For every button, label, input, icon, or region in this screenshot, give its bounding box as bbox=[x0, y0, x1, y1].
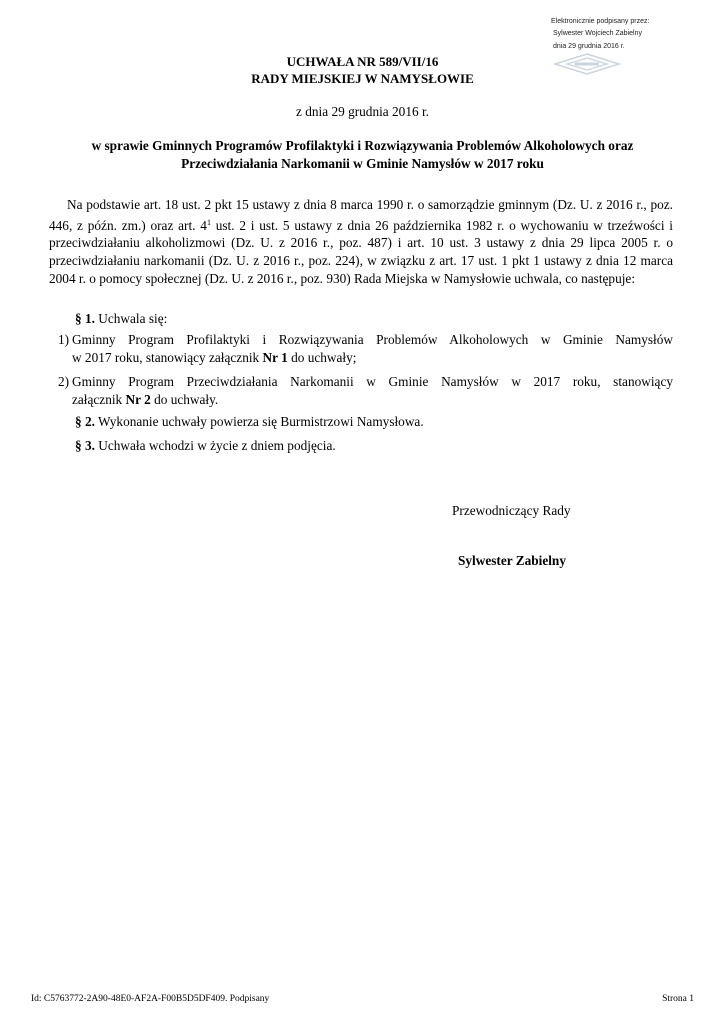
list-item-2-line-2a: załącznik bbox=[72, 391, 126, 407]
signature-line-2: Sylwester Wojciech Zabielny bbox=[553, 30, 642, 38]
subject-line-1: w sprawie Gminnych Programów Profilaktyki i Rozwiązywania Problemów Alkoholowych oraz bbox=[91, 138, 634, 153]
document-id: Id: C5763772-2A90-48E0-AF2A-F00B5D5DF409. Podpisany bbox=[31, 994, 270, 1004]
signature-line-3: dnia 29 grudnia 2016 r. bbox=[553, 42, 625, 50]
list-item-2-line-1: Gminny Program Przeciwdziałania Narkomanii w Gminie Namysłów w 2017 roku, stanowiący bbox=[72, 374, 673, 389]
section-2-label: § 2. bbox=[75, 414, 95, 429]
preamble-paragraph bbox=[49, 196, 673, 288]
section-3 bbox=[75, 437, 336, 455]
list-item-1 bbox=[58, 331, 673, 366]
section-2 bbox=[75, 413, 424, 431]
list-item-2-attachment: Nr 2 bbox=[125, 391, 151, 407]
council-title: RADY MIEJSKIEJ W NAMYSŁOWIE bbox=[251, 71, 474, 86]
list-item-1-line-2b: do uchwały; bbox=[287, 349, 357, 365]
list-item-1-number: 1) bbox=[58, 332, 70, 347]
list-item-2-line-2b: do uchwały. bbox=[150, 391, 219, 407]
preamble-superscript: 1 bbox=[206, 217, 211, 227]
list-item-2 bbox=[58, 373, 673, 408]
list-item-2-number: 2) bbox=[58, 374, 70, 389]
section-1-label: § 1. bbox=[75, 311, 95, 326]
section-3-label: § 3. bbox=[75, 438, 95, 453]
section-3-text: Uchwała wchodzi w życie z dniem podjęcia. bbox=[94, 438, 336, 453]
signature-line-1: Elektronicznie podpisany przez: bbox=[551, 18, 650, 25]
list-item-1-line-2a: w 2017 roku, stanowiący załącznik bbox=[72, 349, 263, 365]
section-1 bbox=[75, 310, 167, 328]
list-item-1-attachment: Nr 1 bbox=[262, 349, 288, 365]
electronic-signature-block bbox=[551, 16, 701, 53]
subject-line-2: Przeciwdziałania Narkomanii w Gminie Namysłów w 2017 roku bbox=[181, 156, 544, 171]
signer-role: Przewodniczący Rady bbox=[452, 503, 571, 518]
resolution-title: UCHWAŁA NR 589/VII/16 bbox=[286, 54, 439, 69]
section-2-text: Wykonanie uchwały powierza się Burmistrzowi Namysłowa. bbox=[94, 414, 424, 429]
preamble-text-1: Na podstawie art. 18 ust. 2 pkt 15 ustawy z dnia 8 marca 1990 r. o samorządzie gminnym (Dz. U. z 2016 r., poz. 446, z późn. zm.) oraz art. 4 bbox=[49, 197, 673, 233]
signer-name: Sylwester Zabielny bbox=[458, 553, 566, 568]
page-number: Strona 1 bbox=[662, 994, 694, 1004]
list-item-1-line-1: Gminny Program Profilaktyki i Rozwiązywania Problemów Alkoholowych w Gminie Namysłów bbox=[72, 332, 673, 347]
section-1-text: Uchwala się: bbox=[94, 311, 168, 326]
resolution-date: z dnia 29 grudnia 2016 r. bbox=[296, 104, 429, 119]
preamble-text-2: ust. 2 i ust. 5 ustawy z dnia 26 października 1982 r. o wychowaniu w trzeźwości i przeciwdziałaniu alkoholizmowi (Dz. U. z 2016 r., poz. 487) i art. 10 ust. 3 ustawy z dnia 29 lipca 2005 r. o przeciwdziałaniu narkomanii (Dz. U. z 2016 r., poz. 224), w związku z art. 17 ust. 1 pkt 1 ustawy z dnia 12 marca 2004 r. o pomocy społecznej (Dz. U. z 2016 r., poz. 930) Rada Miejska w Namysłowie uchwala, co następuje: bbox=[49, 217, 673, 286]
